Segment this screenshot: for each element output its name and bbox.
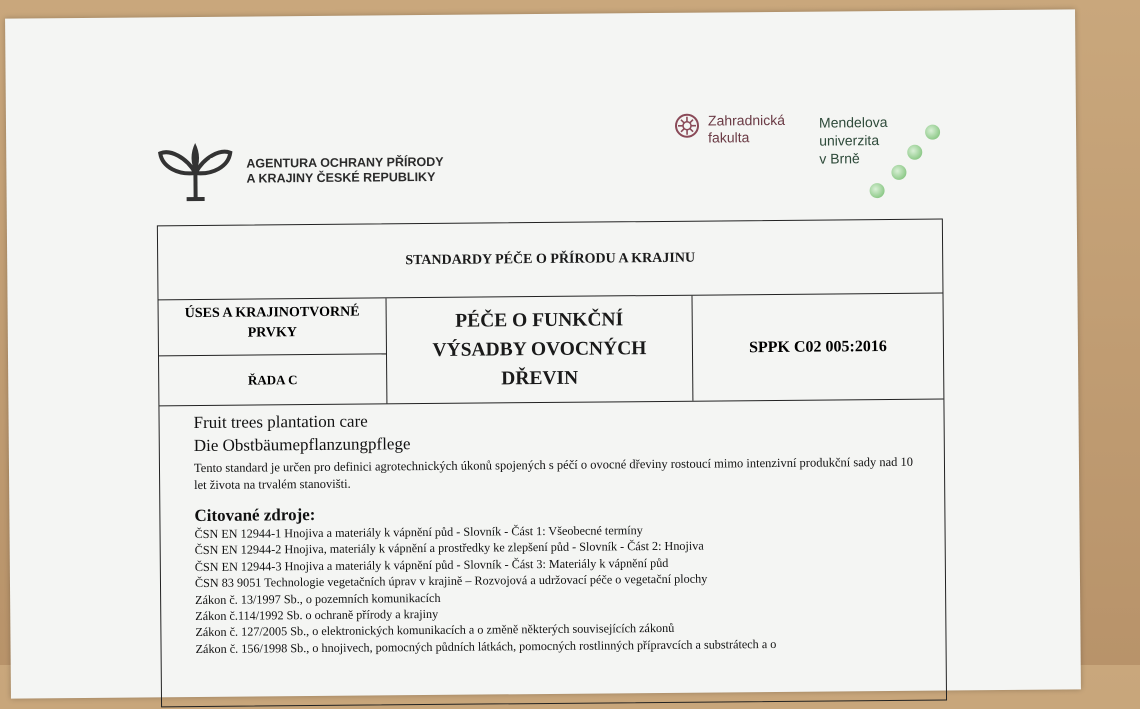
table-body — [159, 400, 946, 707]
source-item: ČSN EN 12944-1 Hnojiva a materiály k vápnění půd - Slovník - Část 1: Všeobecné termíny — [194, 523, 643, 542]
source-item: ČSN EN 12944-3 Hnojiva a materiály k vápnění půd - Slovník - Část 3: Materiály k vápnění půd — [194, 555, 669, 574]
source-item: ČSN EN 12944-2 Hnojiva, materiály k vápnění a prostředky ke zlepšení půd - Slovník - Část 2: Hnojiva — [194, 539, 704, 558]
main-title-line2: VÝSADBY OVOCNÝCH — [432, 338, 647, 361]
german-title: Die Obstbäumepflanzungpflege — [193, 434, 411, 456]
zf-emblem-icon — [674, 113, 700, 139]
cited-sources-heading: Citované zdroje: — [194, 504, 316, 526]
cited-sources-list — [194, 520, 915, 658]
table-left-column — [159, 298, 388, 405]
rada-label: ŘADA C — [247, 371, 298, 388]
standard-main-title — [387, 296, 694, 404]
table-middle-row — [159, 294, 944, 407]
english-title: Fruit trees plantation care — [193, 411, 368, 433]
source-item: Zákon č. 156/1998 Sb., o hnojivech, pomocných půdních látkách, pomocných rostlinných přípravcích a substrátech a o — [195, 636, 777, 656]
zf-name-line1: Zahradnická — [707, 111, 786, 129]
mu-name-line2: univerzita — [819, 132, 880, 149]
document-page — [5, 9, 1081, 698]
aopk-emblem-icon — [156, 137, 235, 208]
uses-label: ÚSES A KRAJINOTVORNÉ PRVKY — [159, 298, 386, 356]
standard-header-table — [157, 219, 947, 708]
aopk-name-line2: A KRAJINY ČESKÉ REPUBLIKY — [246, 169, 436, 186]
mu-name-line1: Mendelova — [818, 113, 888, 131]
main-title-line3: DŘEVIN — [501, 367, 579, 390]
standard-description: Tento standard je určen pro definici agrotechnických úkonů spojených s péčí o ovocné dřeviny rostoucí mimo intenzivní produkční sady nad 10 let života na trvalém stanovišti. — [193, 454, 914, 493]
mu-dots-icon — [863, 121, 944, 212]
aopk-name-line1: AGENTURA OCHRANY PŘÍRODY — [246, 154, 444, 171]
source-item: ČSN 83 9051 Technologie vegetačních úprav v krajině – Rozvojová a udržovací péče o vegetační plochy — [194, 571, 708, 591]
source-item: Zákon č. 13/1997 Sb., o pozemních komunikacích — [195, 590, 441, 607]
standard-code: SPPK C02 005:2016 — [748, 337, 887, 356]
table-title: STANDARDY PÉČE O PŘÍRODU A KRAJINU — [158, 220, 943, 301]
mu-name-line3: v Brně — [819, 150, 860, 167]
source-item: Zákon č.114/1992 Sb. o ochraně přírody a krajiny — [195, 606, 439, 624]
source-item: Zákon č. 127/2005 Sb., o elektronických komunikacích a o změně některých souvisejících zákonů — [195, 621, 675, 640]
mu-logo — [819, 113, 888, 168]
zf-logo — [674, 112, 785, 147]
main-title-line1: PÉČE O FUNKČNÍ — [455, 309, 624, 332]
mu-dot — [870, 183, 885, 198]
mu-dot — [891, 165, 906, 180]
aopk-name — [246, 155, 444, 187]
mu-dot — [925, 125, 940, 140]
zf-name — [708, 112, 785, 147]
zf-name-line2: fakulta — [708, 129, 750, 146]
mu-dot — [907, 145, 922, 160]
aopk-logo — [156, 135, 444, 208]
